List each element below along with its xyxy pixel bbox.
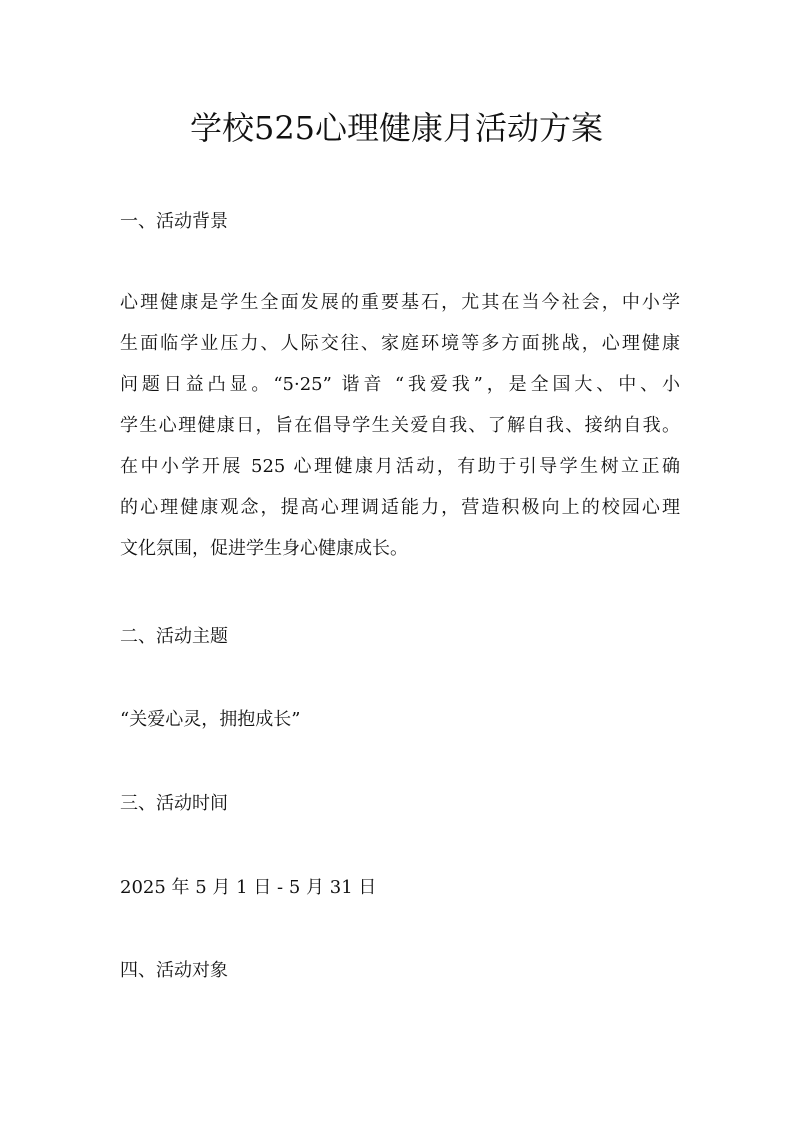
section-heading-audience: 四、活动对象 (120, 960, 228, 981)
theme-text: “关爱心灵，拥抱成长” (120, 709, 301, 730)
time-text: 2025 年 5 月 1 日 - 5 月 31 日 (120, 877, 377, 898)
section-heading-time: 三、活动时间 (120, 793, 228, 814)
paragraph-line: 心理健康是学生全面发展的重要基石，尤其在当今社会，中小学 (120, 292, 680, 313)
section-heading-theme: 二、活动主题 (120, 626, 228, 647)
paragraph-line: 学生心理健康日，旨在倡导学生关爱自我、了解自我、接纳自我。 (120, 415, 680, 436)
paragraph-line: 文化氛围，促进学生身心健康成长。 (120, 538, 408, 559)
paragraph-line: 的心理健康观念，提高心理调适能力，营造积极向上的校园心理 (120, 497, 680, 518)
paragraph-line: 生面临学业压力、人际交往、家庭环境等多方面挑战，心理健康 (120, 333, 680, 354)
paragraph-line: 在中小学开展 525 心理健康月活动，有助于引导学生树立正确 (120, 456, 680, 477)
page-title: 学校525心理健康月活动方案 (189, 109, 604, 147)
paragraph-line: 问题日益凸显。“5·25” 谐音 “我爱我”，是全国大、中、小 (120, 374, 680, 395)
section-heading-background: 一、活动背景 (120, 211, 228, 232)
